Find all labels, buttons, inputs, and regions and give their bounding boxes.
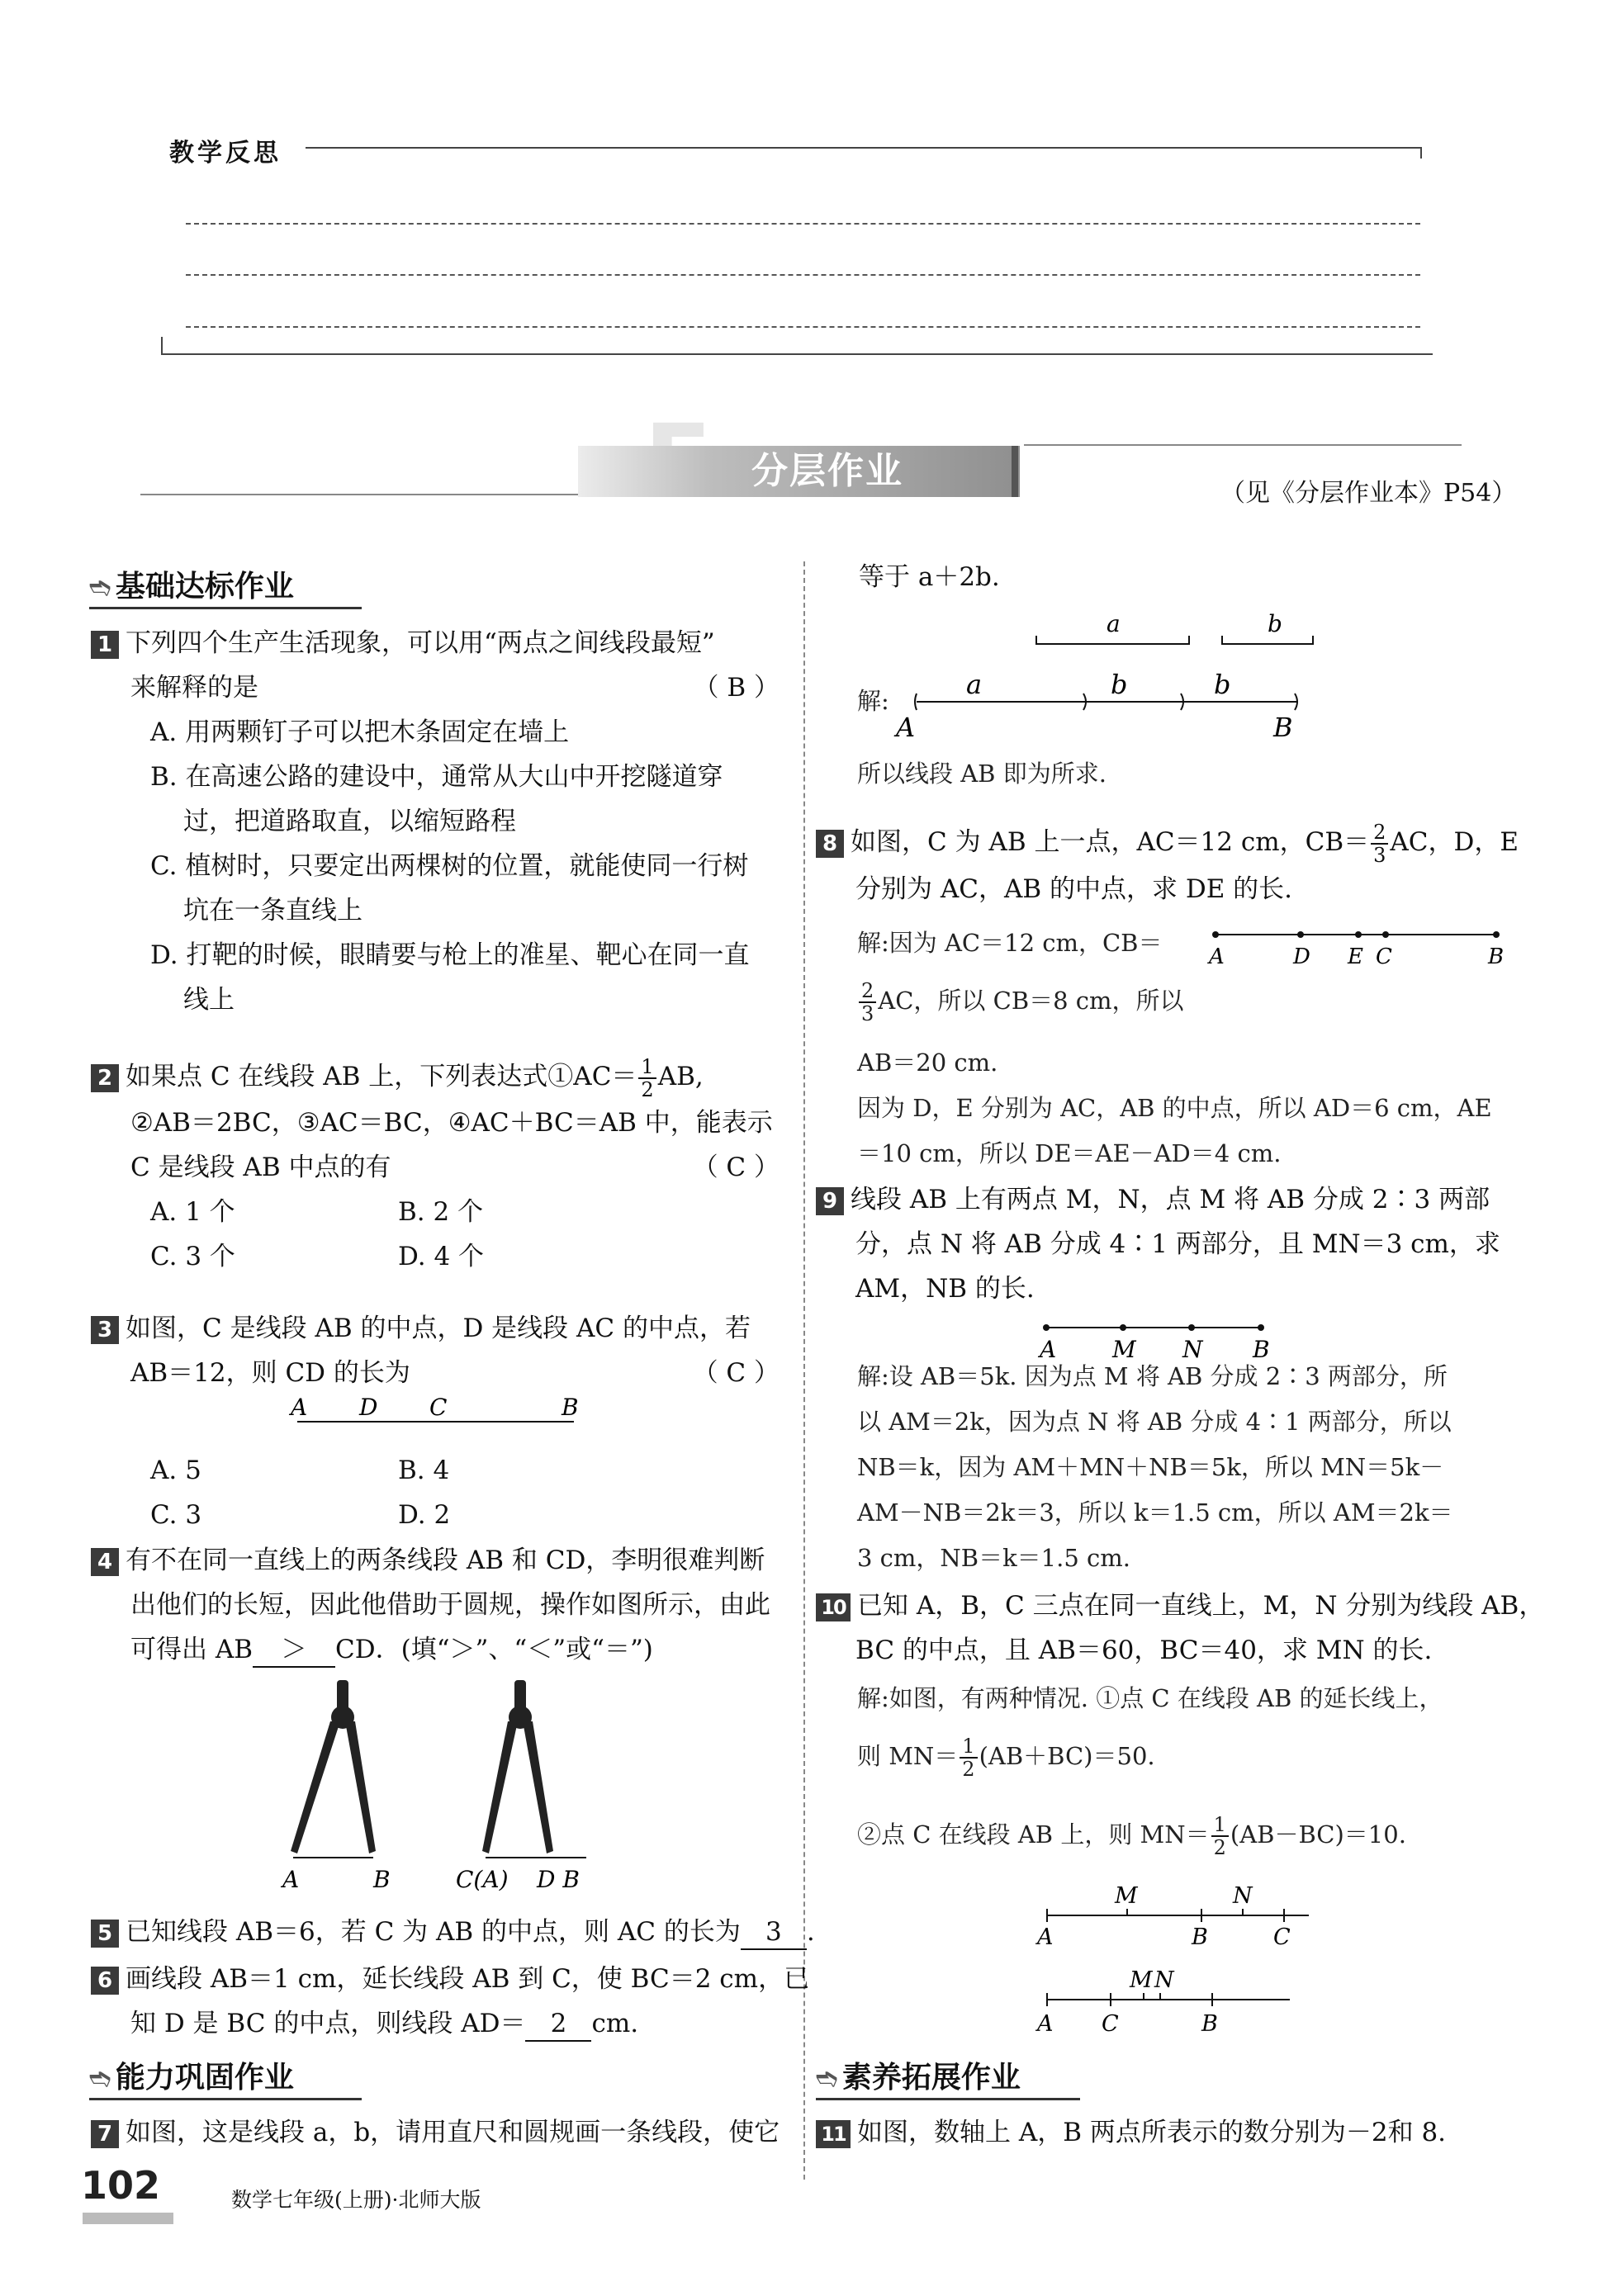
q8-solution-1: 解:因为 AC＝12 cm，CB＝	[857, 929, 1163, 957]
question-5: 5 已知线段 AB＝6，若 C 为 AB 的中点，则 AC 的长为 3 .	[91, 1910, 780, 1954]
banner-reference: （见《分层作业本》P54）	[1220, 479, 1517, 508]
compass-icon	[291, 1680, 376, 1853]
banner-title: 分层作业	[751, 450, 903, 492]
question-number: 10	[816, 1593, 851, 1621]
question-number: 7	[91, 2120, 119, 2148]
q8-solution-5: ＝10 cm，所以 DE＝AE－AD＝4 cm.	[857, 1139, 1282, 1167]
option-a: A. 用两颗钉子可以把木条固定在墙上	[150, 717, 570, 747]
point-label: A	[291, 1395, 308, 1421]
point-label: C	[1102, 2011, 1119, 2037]
pencil-icon: ➬	[89, 2062, 111, 2094]
fraction: $\frac{1}{2}$	[960, 1735, 977, 1780]
answer-blank: 3	[741, 1915, 807, 1950]
question-1: 1 下列四个生产生活现象，可以用“两点之间线段最短” 来解释的是 （ B ） A. 用两颗钉子可以把木条固定在墙上 B. 在高速公路的建设中，通常从大山中开挖隧道穿 过，把道路取直，以缩短路程 C. 植树时，只要定出两棵树的位置，就能使同一行树 坑在一条直线上 D. 打靶的时候，眼睛要与枪上的准星、靶心在同一直 线上	[91, 621, 780, 1022]
section-literacy-heading: ➬ 素养拓展作业	[816, 2054, 1080, 2100]
point-label: A	[282, 1866, 300, 1891]
segment-label: b	[1214, 669, 1231, 700]
question-7-continued: 等于 a＋2b.	[859, 562, 1000, 592]
question-2: 2 如果点 C 在线段 AB 上，下列表达式①AC＝ $\frac{1}{2}$ AB, ②AB＝2BC，③AC＝BC，④AC＋BC＝AB 中，能表示 C 是线段 AB 中点的有 （ C ） A. 1 个 B. 2 个 C. 3 个 D. 4 个	[91, 1054, 780, 1279]
question-11: 11 如图，数轴上 A，B 两点所表示的数分别为－2和 8.	[816, 2110, 1509, 2155]
question-10: 10 已知 A，B，C 三点在同一直线上，M，N 分别为线段 AB， BC 的中点，且 AB＝60，BC＝40，求 MN 的长.	[816, 1584, 1509, 1673]
point-label: B	[1273, 712, 1293, 743]
point-label: C	[1376, 944, 1392, 968]
q8-solution-2: $\frac{2}{3}$ AC，所以 CB＝8 cm，所以	[857, 978, 1184, 1025]
question-4: 4 有不在同一直线上的两条线段 AB 和 CD，李明很难判断 出他们的长短，因此他借助于圆规，操作如图所示，由此 可得出 AB ＞ CD．(填“＞”、“＜”或“＝”)	[91, 1538, 780, 1672]
fraction: $\frac{1}{2}$	[1211, 1814, 1229, 1858]
answer: （ C ）	[692, 1358, 780, 1388]
point-label: C	[1273, 1924, 1291, 1950]
point-label: D	[1293, 944, 1310, 968]
point-label: E	[1348, 944, 1363, 968]
pencil-icon: ➬	[816, 2062, 838, 2094]
answer-blank: ＞	[253, 1633, 335, 1668]
option-a: A. 1 个	[150, 1196, 235, 1227]
point-label: B	[1201, 2011, 1218, 2037]
point-label: N	[1154, 1967, 1174, 1993]
option-b: B. 在高速公路的建设中，通常从大山中开挖隧道穿	[150, 762, 723, 792]
point-label: A	[1209, 944, 1225, 968]
answer: （ B ）	[693, 673, 780, 703]
reflection-title: 教学反思	[169, 139, 282, 168]
footer-tab	[83, 2213, 173, 2224]
answer: （ C ）	[692, 1152, 780, 1182]
q7-given-segments	[1032, 607, 1329, 652]
q8-solution-3: AB＝20 cm.	[857, 1049, 998, 1077]
option-a: A. 5	[150, 1456, 201, 1485]
option-d: D. 4 个	[398, 1241, 485, 1271]
question-8: 8 如图，C 为 AB 上一点，AC＝12 cm，CB＝ $\frac{2}{3}$ AC，D，E 分别为 AC，AB 的中点，求 DE 的长.	[816, 817, 1509, 911]
writing-line-2	[186, 274, 1420, 276]
point-label: N	[1182, 1336, 1203, 1363]
question-number: 4	[91, 1548, 119, 1576]
reflection-left-rule	[161, 337, 163, 353]
segment-label: a	[966, 669, 983, 700]
point-label: A	[1037, 1924, 1054, 1950]
option-d: D. 2	[398, 1500, 451, 1530]
point-label: D B	[537, 1866, 580, 1891]
point-label: B	[1192, 1924, 1208, 1950]
reflection-top-rule	[306, 147, 1420, 149]
book-title: 数学七年级(上册)·北师大版	[231, 2188, 481, 2212]
section-ability-underline	[89, 2098, 362, 2100]
page-number: 102	[81, 2163, 161, 2208]
question-number: 9	[816, 1187, 844, 1215]
question-3: 3 如图，C 是线段 AB 的中点，D 是线段 AC 的中点，若 AB＝12，则 CD 的长为 （ C ）	[91, 1306, 780, 1395]
segment-label: b	[1111, 669, 1128, 700]
section-basic-underline	[89, 607, 362, 609]
pencil-icon: ➬	[89, 571, 111, 603]
q8-segment-figure	[1206, 918, 1511, 968]
compass-figure	[272, 1676, 619, 1891]
question-6: 6 画线段 AB＝1 cm，延长线段 AB 到 C，使 BC＝2 cm，已 知 D 是 BC 的中点，则线段 AD＝ 2 cm.	[91, 1957, 780, 2046]
q10-solution-2: 则 MN＝ $\frac{1}{2}$ (AB＋BC)＝50.	[857, 1735, 1155, 1781]
point-label: M	[1115, 1883, 1138, 1909]
question-number: 6	[91, 1967, 119, 1995]
question-number: 5	[91, 1920, 119, 1948]
q10-case-figures	[1032, 1874, 1329, 2039]
question-number: 2	[91, 1064, 119, 1092]
point-label: M	[1112, 1336, 1136, 1363]
q10-solution-3: ②点 C 在线段 AB 上，则 MN＝ $\frac{1}{2}$ (AB－BC)＝10.	[857, 1813, 1406, 1859]
q10-solution-1: 解:如图，有两种情况. ①点 C 在线段 AB 的延长线上，	[857, 1684, 1443, 1712]
q7-construction-figure	[892, 660, 1321, 751]
q9-solution: 解:设 AB＝5k. 因为点 M 将 AB 分成 2∶3 两部分，所 以 AM＝2k，因为点 N 将 AB 分成 4∶1 两部分，所以 NB＝k，因为 AM＋MN＋NB＝5k，所以 MN＝5k－ AM－NB＝2k＝3，所以 k＝1.5 cm，所以 AM＝2k＝ 3 cm，NB＝k＝1.5 cm.	[857, 1362, 1453, 1572]
option-b: B. 2 个	[398, 1196, 484, 1227]
option-d: D. 打靶的时候，眼睛要与枪上的准星、靶心在同一直	[150, 940, 750, 970]
q8-solution-4: 因为 D，E 分别为 AC，AB 的中点，所以 AD＝6 cm，AE	[857, 1094, 1492, 1122]
question-number: 8	[816, 830, 844, 858]
reflection-bottom-rule	[161, 353, 1433, 355]
banner-right-rule	[1024, 444, 1462, 446]
writing-line-1	[186, 223, 1420, 225]
fraction: $\frac{2}{3}$	[1371, 821, 1388, 866]
reflection-box	[161, 132, 1433, 355]
option-c: C. 3 个	[150, 1241, 235, 1271]
question-9: 9 线段 AB 上有两点 M，N，点 M 将 AB 分成 2∶3 两部 分，点 N 将 AB 分成 4∶1 两部分，且 MN＝3 cm，求 AM，NB 的长.	[816, 1177, 1509, 1311]
question-number: 1	[91, 631, 119, 659]
section-basic-heading: ➬ 基础达标作业	[89, 563, 362, 609]
segment-label: a	[1107, 610, 1121, 637]
question-number: 3	[91, 1316, 119, 1344]
point-label: D	[359, 1395, 378, 1421]
answer-blank: 2	[525, 2007, 591, 2042]
point-label: B	[373, 1866, 391, 1891]
q3-options	[150, 1448, 450, 1537]
question-7-start: 7 如图，这是线段 a，b，请用直尺和圆规画一条线段，使它	[91, 2110, 780, 2155]
segment-label: b	[1268, 610, 1282, 637]
reflection-right-rule	[1420, 147, 1422, 159]
q3-segment-figure	[281, 1395, 595, 1437]
q7-conclusion: 所以线段 AB 即为所求.	[857, 760, 1107, 788]
banner-end-bar	[1012, 446, 1018, 497]
option-c: C. 3	[150, 1500, 202, 1530]
section-ability-heading: ➬ 能力巩固作业	[89, 2054, 362, 2100]
point-label: M	[1130, 1967, 1153, 1993]
q7-solution-prefix: 解:	[857, 687, 889, 715]
option-c: C. 植树时，只要定出两棵树的位置，就能使同一行树	[150, 851, 749, 881]
compass-icon	[482, 1680, 553, 1853]
point-label: C(A)	[456, 1866, 509, 1891]
point-label: N	[1233, 1883, 1253, 1909]
fraction: $\frac{1}{2}$	[638, 1056, 656, 1101]
point-label: B	[562, 1395, 579, 1421]
point-label: C	[429, 1395, 448, 1421]
banner-left-rule	[140, 494, 578, 495]
point-label: A	[1040, 1336, 1057, 1363]
point-label: B	[1253, 1336, 1270, 1363]
option-b: B. 4	[398, 1456, 450, 1485]
writing-line-3	[186, 326, 1420, 328]
point-label: A	[1037, 2011, 1054, 2037]
section-literacy-underline	[816, 2098, 1080, 2100]
question-number: 11	[816, 2120, 851, 2148]
point-label: A	[896, 712, 916, 743]
point-label: B	[1488, 944, 1505, 968]
fraction: $\frac{2}{3}$	[859, 980, 876, 1025]
